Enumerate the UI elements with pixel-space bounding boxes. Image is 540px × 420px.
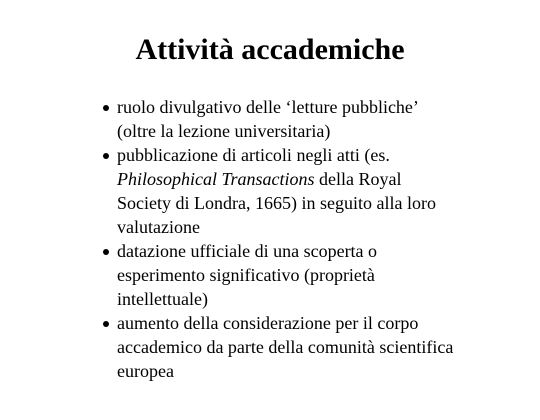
bullet-line: europea [117, 361, 174, 381]
bullet-text: della Royal [314, 169, 402, 189]
bullet-list [103, 95, 503, 383]
bullet-line: Society di Londra, 1665) in seguito alla loro [117, 193, 436, 213]
bullet-dot [103, 321, 109, 327]
bullet-item [103, 239, 503, 311]
journal-title: Philosophical Transactions [117, 169, 315, 189]
slide-title: Attività accademiche [135, 33, 405, 66]
bullet-item [103, 311, 503, 383]
bullet-line: aumento della considerazione per il corpo [117, 313, 419, 333]
bullet-line: esperimento significativo (proprietà [117, 265, 375, 285]
bullet-line: pubblicazione di articoli negli atti (es. [117, 145, 390, 165]
bullet-line: ruolo divulgativo delle ‘letture pubbliche’ [117, 97, 419, 117]
bullet-dot [103, 153, 109, 159]
bullet-line [117, 167, 503, 191]
bullet-line: (oltre la lezione universitaria) [117, 121, 331, 141]
bullet-line: accademico da parte della comunità scientifica [117, 337, 454, 357]
bullet-dot [103, 249, 109, 255]
bullet-dot [103, 105, 109, 111]
bullet-item [103, 95, 503, 143]
bullet-item [103, 143, 503, 239]
bullet-line: intellettuale) [117, 289, 208, 309]
bullet-line: valutazione [117, 217, 200, 237]
bullet-line: datazione ufficiale di una scoperta o [117, 241, 378, 261]
